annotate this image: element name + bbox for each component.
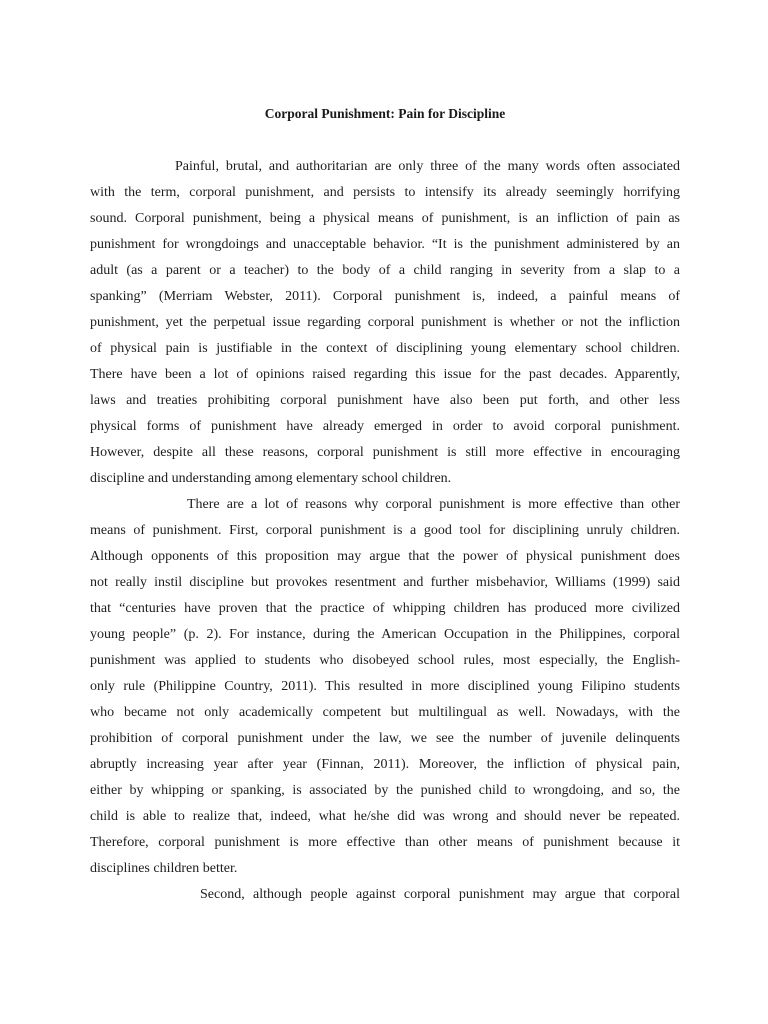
text-line: Painful, brutal, and authoritarian are only three of the many words often associated [175,159,680,174]
text-line: Although opponents of this proposition may argue that the power of physical punishment does [90,549,680,564]
text-line: Therefore, corporal punishment is more effective than other means of punishment because it [90,835,680,850]
text-line: only rule (Philippine Country, 2011). This resulted in more disciplined young Filipino students [90,679,680,694]
document-title: Corporal Punishment: Pain for Discipline [264,106,506,121]
text-line: Second, although people against corporal punishment may argue that corporal [200,887,680,902]
text-line: physical forms of punishment have already emerged in order to avoid corporal punishment. [90,419,680,434]
text-line: that “centuries have proven that the practice of whipping children has produced more civilized [90,601,680,616]
text-line: However, despite all these reasons, corporal punishment is still more effective in encouraging [90,445,680,460]
text-line: disciplines children better. [90,861,238,876]
text-line: prohibition of corporal punishment under the law, we see the number of juvenile delinquents [90,731,680,746]
text-line: spanking” (Merriam Webster, 2011). Corporal punishment is, indeed, a painful means of [90,289,680,304]
text-line: of physical pain is justifiable in the context of disciplining young elementary school children. [90,341,680,356]
text-line: discipline and understanding among elementary school children. [90,471,452,486]
text-line: There have been a lot of opinions raised regarding this issue for the past decades. Apparently, [90,367,680,382]
text-line: laws and treaties prohibiting corporal punishment have also been put forth, and other less [90,393,680,408]
text-line: sound. Corporal punishment, being a physical means of punishment, is an infliction of pain as [90,211,680,226]
text-line: There are a lot of reasons why corporal punishment is more effective than other [187,497,680,512]
text-line: young people” (p. 2). For instance, during the American Occupation in the Philippines, corporal [90,627,680,642]
text-line: punishment, yet the perpetual issue regarding corporal punishment is whether or not the infliction [90,315,680,330]
text-line: adult (as a parent or a teacher) to the body of a child ranging in severity from a slap to a [90,263,680,278]
text-line: child is able to realize that, indeed, what he/she did was wrong and should never be repeated. [90,809,680,824]
text-line: punishment for wrongdoings and unacceptable behavior. “It is the punishment administered by an [90,237,680,252]
text-line: who became not only academically competent but multilingual as well. Nowadays, with the [90,705,680,720]
text-line: means of punishment. First, corporal punishment is a good tool for disciplining unruly children. [90,523,680,538]
text-line: not really instil discipline but provokes resentment and further misbehavior, Williams (1999) said [90,575,680,590]
text-line: punishment was applied to students who disobeyed school rules, most especially, the English- [90,653,680,668]
text-line: with the term, corporal punishment, and persists to intensify its already seemingly horrifying [90,185,680,200]
text-line: abruptly increasing year after year (Finnan, 2011). Moreover, the infliction of physical pain, [90,757,680,772]
text-line: either by whipping or spanking, is associated by the punished child to wrongdoing, and so, the [90,783,680,798]
